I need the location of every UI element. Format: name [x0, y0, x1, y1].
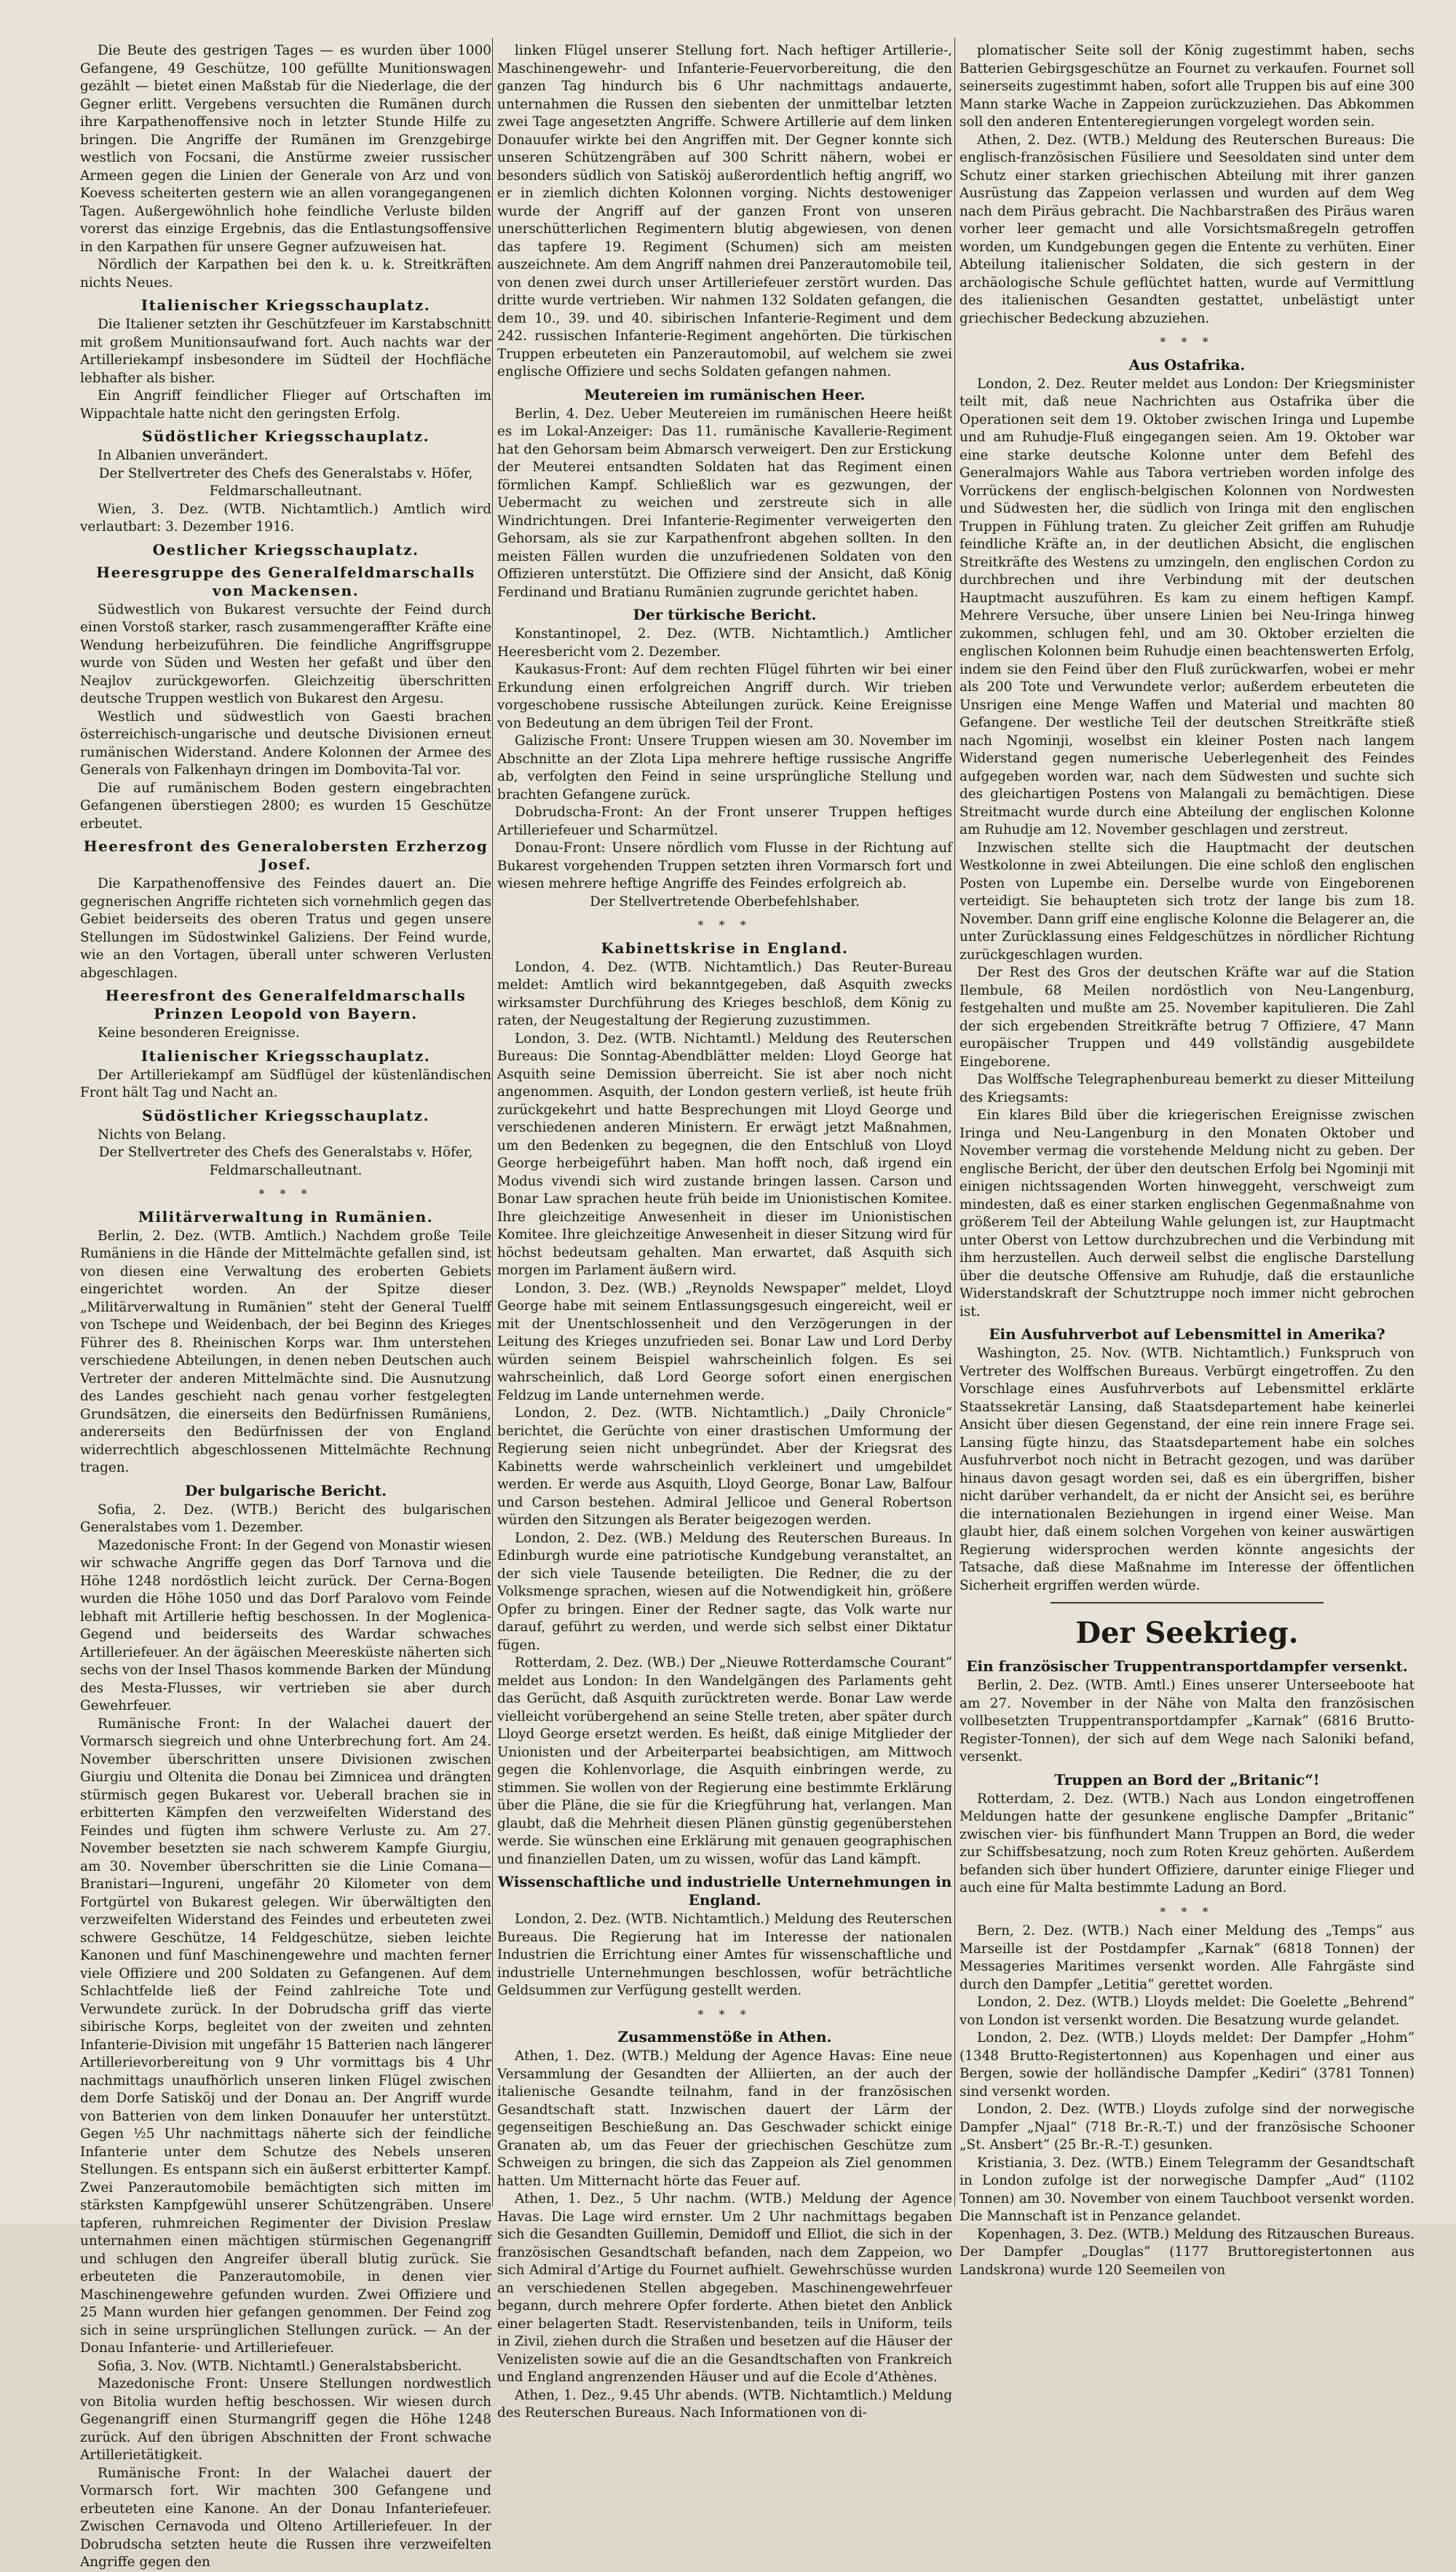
paragraph: Die Beute des gestrigen Tages — es wurden über 1000 Gefangene, 49 Geschütze, 100 gefüllte Munitionswagen gezählt — bietet einen Maßstab für die Niederlage, die der Gegner erlitt. Vergebens versuchten die Rumänen durch ihre Karpathenoffensive noch in letzter Stunde Hilfe zu bringen. Die Angriffe der Rumänen im Grenzgebirge westlich von Focsani, die Anstürme zweier russischer Armeen gegen die Linien der Generale von Arz und von Koevess scheiterten gestern wie an allen vorangegangenen Tagen. Außergewöhnlich hohe feindliche Verluste bilden vorerst das einzige Ergebnis, das die Entlastungsoffensive in den Karpathen für unsere Gegner aufzuweisen hat. [80, 43, 491, 255]
paragraph: Berlin, 4. Dez. Ueber Meutereien im rumänischen Heere heißt es im Lokal-Anzeiger: Das 11. rumänische Kavallerie-Regiment hat den Gehorsam beim Abmarsch verweigert. Den zur Erstickung der Meuterei entsandten Soldaten hat das Regiment einen förmlichen Kampf. Schließlich war es gezwungen, der Uebermacht zu weichen und zerstreute sich in alle Windrichtungen. Drei Infanterie-Regimenter verweigerten den Gehorsam, als sie zur Karpathenfront abgehen sollten. In den meisten Fällen wurden die unzufriedenen Soldaten von den Offizieren unterstützt. Die Offiziere sind der Ansicht, daß König Ferdinand und Bratianu Rumänien zugrunde gerichtet haben. [497, 406, 952, 600]
paragraph: Kaukasus-Front: Auf dem rechten Flügel führten wir bei einer Erkundung einen erfolgreichen Angriff durch. Wir trieben vorgeschobene russische Abteilungen zurück. Keine Ereignisse von Bedeutung an dem übrigen Teil der Front. [497, 662, 952, 731]
article-heading: Der bulgarische Bericht. [184, 1481, 387, 1499]
signature: Der Stellvertreter des Chefs des Generalstabs v. Höfer, Feldmarschalleutnant. [98, 465, 473, 499]
paragraph: Das Wolffsche Telegraphenbureau bemerkt zu dieser Mitteilung des Kriegsamts: [960, 1072, 1415, 1105]
paragraph: In Albanien unverändert. [98, 448, 269, 463]
separator-stars: * * * [697, 2007, 752, 2021]
section-heading: Heeresfront des Generalfeldmarschalls Prinzen Leopold von Bayern. [105, 987, 467, 1022]
paragraph: Der Rest des Gros der deutschen Kräfte war auf die Station Ilembule, 68 Meilen nordöstlich von Neu-Langenburg, festgehalten und mußte am 25. November kapitulieren. Die Zahl der sich ergebenden Streitkräfte betrug 7 Offiziere, 47 Mann europäischer Truppen und 449 vollständig ausgebildete Eingeborene. [960, 965, 1415, 1070]
paragraph: Rumänische Front: In der Walachei dauert der Vormarsch siegreich und ohne Unterbrechung fort. Am 24. November überschritten unsere Divisionen zwischen Giurgiu und Oltenita die Donau bei Zimnicea und drängten stürmisch gegen Bukarest vor. Ueberall brachen sie in erbitterten Kämpfen den verzweifelten Widerstand des Feindes und fügten ihm schwere Verluste zu. Am 27. November besetzten sie nach schwerem Kampfe Giurgiu, am 30. November überschritten sie die Linie Comana—Branistari—Ingureni, ungefähr 20 Kilometer von dem Fortgürtel von Bukarest gelegen. Wir überwältigten den verzweifelten Widerstand des Feindes und erbeuteten zwei schwere Geschütze, 14 Feldgeschütze, sieben leichte Kanonen und fünf Maschinengewehre und machten ferner viele Offiziere und 200 Soldaten zu Gefangenen. Auf dem Schlachtfelde ließ der Feind zahlreiche Tote und Verwundete zurück. In der Dobrudscha griff das vierte sibirische Korps, begleitet von der zweiten und zehnten Infanterie-Division mit ungefähr 15 Batterien nach längerer Artillerievorbereitung von 9 Uhr vormittags bis 4 Uhr nachmittags unaufhörlich unseren linken Flügel zwischen dem Dorfe Satisköj und der Donau an. Der Angriff wurde von Batterien von dem linken Donauufer her unterstützt. Gegen ½5 Uhr nachmittags näherte sich der feindliche Infanterie unter dem Schutze des Nebels unseren Stellungen. Es entspann sich ein äußerst erbitterter Kampf. Zwei Panzerautomobile bemächtigten sich mitten im stärksten Kampfgewühl unserer Schützengräben. Unsere tapferen, ruhmreichen Regimenter der Division Preslaw unternahmen einen mächtigen stürmischen Gegenangriff und schlugen den Angreifer überall blutig zurück. Sie erbeuteten die Panzerautomobile, in denen vier Maschinengewehre gefunden wurden. Zwei Offiziere und 25 Mann wurden hier gefangen genommen. Der Feind zog sich in seine ursprünglichen Stellungen zurück. — An der Donau Infanterie- und Artilleriefeuer. [80, 1716, 491, 2356]
separator-stars: * * * [1160, 335, 1214, 349]
paragraph: Athen, 1. Dez., 5 Uhr nachm. (WTB.) Meldung der Agence Havas. Die Lage wird ernster. Um 2 Uhr nachmittags begaben sich die Gesandten Guillemin, Demidoff und Elliot, die sich in der französischen Gesandtschaft befanden, nach dem Zappeion, wo sich Admiral d’Artige du Fournet aufhielt. Gewehrschüsse wurden an verschiedenen Stellen abgegeben. Maschinengewehrfeuer begann, durch mehrere Opfer forderte. Athen bietet den Anblick einer belagerten Stadt. Reservistenbanden, teils in Uniform, teils in Zivil, ziehen durch die Straßen und besetzen auf die Häuser der Venizelisten sowie auf die an die Gesandtschaften von Frankreich und England angrenzenden Häuser und auf die Ecole d’Athènes. [497, 2191, 952, 2385]
paragraph: Nördlich der Karpathen bei den k. u. k. Streitkräften nichts Neues. [80, 257, 491, 291]
paragraph: Die Italiener setzten ihr Geschützfeuer im Karstabschnitt mit großem Munitionsaufwand fort. Auch nachts war der Artilleriekampf insbesondere im Südteil der Hochfläche lebhafter als bisher. [80, 317, 491, 386]
paragraph: Bern, 2. Dez. (WTB.) Nach einer Meldung des „Temps“ aus Marseille ist der Postdampfer „Karnak“ (6818 Tonnen) der Messageries Maritimes versenkt worden. Alle Fahrgäste sind durch den Dampfer „Letitia“ gerettet worden. [960, 1923, 1415, 1992]
paragraph: Athen, 2. Dez. (WTB.) Meldung des Reuterschen Bureaus: Die englisch-französischen Füsiliere und Seesoldaten sind unter dem Schutz einer starken griechischen Abteilung mit ihrer ganzen Ausrüstung das Zappeion verlassen und wurden auf dem Weg nach dem Piräus gebracht. Die Nachbarstraßen des Piräus waren vorher leer gemacht und alle Vorsichtsmaßregeln getroffen worden, um Kundgebungen gegen die Entente zu verhüten. Einer Abteilung italienischer Soldaten, die sich gestern in der archäologische Schule geflüchtet hatten, wurde auf Vermittlung des italienischen Gesandten gestattet, unbelästigt unter griechischer Bedeckung abzuziehen. [960, 132, 1415, 326]
paragraph: Rumänische Front: In der Walachei dauert der Vormarsch fort. Wir machten 300 Gefangene und erbeuteten eine Kanone. An der Donau Infanteriefeuer. Zwischen Cernavoda und Olteno Artilleriefeuer. In der Dobrudscha setzten heute die Russen ihre verzweifelten Angriffe gegen den [80, 2465, 491, 2570]
paragraph: Nichts von Belang. [98, 1127, 226, 1143]
article-heading: Meutereien im rumänischen Heer. [584, 385, 866, 403]
article-heading: Kabinettskrise in England. [601, 939, 849, 957]
paragraph: Keine besonderen Ereignisse. [98, 1025, 300, 1041]
paragraph: Kristiania, 3. Dez. (WTB.) Einem Telegramm der Gesandtschaft in London zufolge ist der norwegische Dampfer „Aud“ (1102 Tonnen) am 30. November von einem Tauchboot versenkt worden. Die Mannschaft ist in Penzance gelandet. [960, 2155, 1415, 2224]
paragraph: Berlin, 2. Dez. (WTB. Amtlich.) Nachdem große Teile Rumäniens in die Hände der Mittelmächte gefallen sind, ist von diesen eine Verwaltung des eroberten Gebiets eingerichtet worden. An der Spitze dieser „Militärverwaltung in Rumänien“ steht der General Tuelff von Tschepe und Weidenbach, der bei Beginn des Krieges Führer des 8. Rheinischen Korps war. Ihm unterstehen verschiedene Abteilungen, in denen neben Deutschen auch Vertreter der anderen Mittelmächte sind. Die Ausnutzung des Landes geschieht nach genau vorher festgelegten Grundsätzen, die einerseits den Bedürfnissen Rumäniens, andererseits den Bedürfnissen der von England widerrechtlich abgeschlossenen Mittelmächte Rechnung tragen. [80, 1228, 491, 1475]
paragraph: Die auf rumänischem Boden gestern eingebrachten Gefangenen überstiegen 2800; es wurden 15 Geschütze erbeutet. [80, 780, 491, 832]
signature: Der Stellvertretende Oberbefehlshaber. [590, 894, 860, 910]
paragraph: Der Artilleriekampf am Südflügel der küstenländischen Front hält Tag und Nacht an. [80, 1067, 491, 1100]
paragraph: Mazedonische Front: In der Gegend von Monastir wiesen wir schwache Angriffe gegen das Dorf Tarnova und die Höhe 1248 nordöstlich leicht zurück. Der Cerna-Bogen wurden die Höhe 1050 und das Dorf Paralovo vom Feinde lebhaft mit Artillerie heftig beschossen. In der Moglenica-Gegend und beiderseits des Wardar schwaches Artilleriefeuer. An der ägäischen Meeresküste näherten sich sechs von der Insel Thasos kommende Barken der Mündung des Mesta-Flusses, wir vertrieben sie aber durch Gewehrfeuer. [80, 1537, 491, 1713]
paragraph: London, 3. Dez. (WB.) „Reynolds Newspaper“ meldet, Lloyd George habe mit seinem Entlassungsgesuch eingereicht, weil er mit der Unentschlossenheit und den Verzögerungen in der Leitung des Krieges unzufrieden sei. Bonar Law und Lord Derby würden seinem Beispiel wahrscheinlich folgen. Es sei wahrscheinlich, daß Lord George sofort einen energischen Feldzug im Lande unternehmen werde. [497, 1280, 952, 1403]
article-heading: Aus Ostafrika. [1128, 355, 1246, 374]
paragraph: Ein Angriff feindlicher Flieger auf Ortschaften im Wippachtale hatte nicht den geringsten Erfolg. [80, 388, 491, 422]
section-heading: Italienischer Kriegsschauplatz. [141, 296, 431, 314]
paragraph: Die Karpathenoffensive des Feindes dauert an. Die gegnerischen Angriffe richteten sich vornehmlich gegen das Gebiet beiderseits des oberen Tratus und gegen unsere Stellungen im Südostwinkel Galiziens. Der Feind wurde, wie an den Vortagen, überall unter schweren Verlusten abgeschlagen. [80, 876, 491, 981]
paragraph: Sofia, 2. Dez. (WTB.) Bericht des bulgarischen Generalstabes vom 1. Dezember. [80, 1502, 491, 1535]
paragraph: Wien, 3. Dez. (WTB. Nichtamtlich.) Amtlich wird verlautbart: 3. Dezember 1916. [80, 501, 491, 534]
section-title: Der Seekrieg. [1075, 1616, 1299, 1650]
paragraph: Sofia, 3. Nov. (WTB. Nichtamtl.) Generalstabsbericht. [98, 2358, 462, 2374]
section-heading: Heeresgruppe des Generalfeldmarschalls von Mackensen. [96, 563, 475, 599]
separator-stars: * * * [1160, 1904, 1214, 1919]
section-heading: Oestlicher Kriegsschauplatz. [152, 540, 419, 559]
paragraph: Washington, 25. Nov. (WTB. Nichtamtlich.) Funkspruch von Vertreter des Wolffschen Bureaus. Verbürgt eingetroffen. Zu den Vorschlage eines Ausfuhrverbots auf Lebensmittel erklärte Staatssekretär Lansing, daß Staatsdepartement habe keinerlei Ansicht über diesen Gegenstand, der eine rein innere Frage sei. Lansing fügte hinzu, das Staatsdepartement habe ein solches Ausfuhrverbot noch nicht in Betracht gezogen, und was darüber hinaus davon gesagt worden sei, daß es ein übergriffen, bisher nicht darüber verhandelt, da er nicht der Ansicht sei, es berühre die internationalen Beziehungen in irgend einer Weise. Man glaubt hier, daß einem solchen Vorgehen von keiner auswärtigen Regierung widersprochen werden könnte angesichts der Tatsache, daß diese Maßnahme im Interesse der öffentlichen Sicherheit ergriffen werden würde. [960, 1346, 1415, 1593]
section-heading: Italienischer Kriegsschauplatz. [141, 1046, 431, 1065]
paragraph: London, 2. Dez. (WB.) Meldung des Reuterschen Bureaus. In Edinburgh wurde eine patriotische Kundgebung veranstaltet, an der sich viele Tausende beteiligten. Die Redner, die zu der Volksmenge sprachen, wiesen auf die Notwendigkeit hin, größere Opfer zu bringen. Einer der Redner sagte, das Volk warte nur darauf, geführt zu werden, und werde sich selbst einer Diktatur fügen. [497, 1530, 952, 1653]
paragraph: London, 2. Dez. (WTB. Nichtamtlich.) „Daily Chronicle“ berichtet, die Gerüchte von einer drastischen Umformung der Regierung seien nicht unbegründet. Aber der Kriegsrat des Kabinetts werde wahrscheinlich verkleinert und umgebildet werden. Er werde aus Asquith, Lloyd George, Bonar Law, Balfour und Carson bestehen. Admiral Jellicoe und General Robertson würden den Sitzungen als Berater beigezogen werden. [497, 1405, 952, 1528]
separator-stars: * * * [258, 1187, 313, 1201]
paragraph: London, 2. Dez. (WTB.) Lloyds meldet: Die Goelette „Behrend“ von London ist versenkt worden. Die Besatzung wurde gelandet. [960, 1995, 1415, 2028]
paragraph: Rotterdam, 2. Dez. (WTB.) Nach aus London eingetroffenen Meldungen hatte der gesunkene englische Dampfer „Britanic“ zwischen vier- bis fünfhundert Mann Truppen an Bord, die weder zur Schiffsbesatzung, noch zum Roten Kreuz gehörten. Außerdem befanden sich über hundert Offiziere, darunter einige Flieger und auch eine für Malta bestimmte Ladung an Bord. [960, 1791, 1415, 1896]
article-heading: Der türkische Bericht. [633, 606, 817, 623]
section-heading: Südöstlicher Kriegsschauplatz. [141, 1106, 430, 1124]
paragraph: Südwestlich von Bukarest versuchte der Feind durch einen Vorstoß starker, rasch zusammengeraffter Kräfte eine Wendung herbeizuführen. Die feindliche Angriffsgruppe wurde von Süden und Westen her gefaßt und über den Neajlov zurückgeworfen. Gleichzeitig überschritten deutsche Truppen westlich von Bukarest den Argesu. [80, 601, 491, 706]
paragraph: London, 3. Dez. (WTB. Nichtamtl.) Meldung des Reuterschen Bureaus: Die Sonntag-Abendblätter melden: Lloyd George hat Asquith seine Demission überreicht. Sie ist aber noch nicht angenommen. Asquith, der London gestern verließ, ist heute früh zurückgekehrt und hatte Besprechungen mit Lloyd George und verschiedenen anderen Ministern. Er erwägt jetzt Maßnahmen, um den Bedenken zu begegnen, die den Entschluß von Lloyd George herbeigeführt haben. Man hofft noch, daß irgend ein Modus vivendi sich wird zustande bringen lassen. Carson und Bonar Law sprachen heute früh beide im Unionistischen Komitee. Ihre gleichzeitige Anwesenheit in dieser im Unionistischen Komitee. Ihre gleichzeitige Anwesenheit in dieser Sitzung wird für höchst bedeutsam gehalten. Man erwartet, daß Asquith sich morgen im Parlament äußern wird. [497, 1030, 952, 1278]
paragraph: Athen, 1. Dez., 9.45 Uhr abends. (WTB. Nichtamtlich.) Meldung des Reuterschen Bureaus. Nach Informationen von di- [497, 2387, 952, 2421]
paragraph: linken Flügel unserer Stellung fort. Nach heftiger Artillerie-, Maschinengewehr- und Infanterie-Feuervorbereitung, die den ganzen Tag hindurch bis 6 Uhr nachmittags andauerte, unternahmen die Russen den siebenten der unmittelbar letzten zwei Tage angesetzten Angriffe. Schwere Artillerie auf dem linken Donauufer wirkte bei den Angriffen mit. Der Gegner konnte sich unseren Schützengräben auf 300 Schritt nähern, wobei er besonders südlich von Satisköj außerordentlich heftig angriff, wo er in ziemlich dichten Kolonnen vorging. Nichts destoweniger wurde der Angriff auf der ganzen Front von unseren unerschütterlichen Regimentern blutig abgewiesen, von denen das tapfere 19. Regiment (Schumen) sich am meisten auszeichnete. Am dem Angriff nahmen drei Panzerautomobile teil, von denen zwei durch unser Artilleriefeuer zerstört wurden. Das dritte wurde vertrieben. Wir nahmen 132 Soldaten gefangen, die dem 10., 39. und 40. sibirischen Infanterie-Regiment und dem 242. russischen Infanterie-Regiment angehörten. Die türkischen Truppen erbeuteten ein Panzerautomobil, auf welchem sie zwei englische Offiziere und sechs Soldaten gefangen nahmen. [497, 43, 952, 379]
column-1 [80, 42, 491, 2570]
column-3 [960, 42, 1415, 2278]
paragraph: London, 2. Dez. (WTB.) Lloyds meldet: Der Dampfer „Hohm“ (1348 Brutto-Registertonnen) aus Kopenhagen und einer aus Bergen, sowie der holländische Dampfer „Kediri“ (3781 Tonnen) sind versenkt worden. [960, 2030, 1415, 2099]
paragraph: Inzwischen stellte sich die Hauptmacht der deutschen Westkolonne in zwei Abteilungen. Die eine schloß den englischen Posten von Lupembe ein. Derselbe wurde von Eingeborenen verteidigt. Sie behaupteten sich trotz der lange bis zum 18. November. Dann griff eine englische Kolonne die Belagerer an, die unter Zurücklassung eines Feldgeschützes in nördlicher Richtung zurückgeschlagen wurden. [960, 840, 1415, 963]
paragraph: London, 2. Dez. (WTB.) Lloyds zufolge sind der norwegische Dampfer „Njaal“ (718 Br.-R.-T.) und der französische Schooner „St. Ansbert“ (25 Br.-R.-T.) gesunken. [960, 2102, 1415, 2153]
paragraph: Dobrudscha-Front: An der Front unserer Truppen heftiges Artilleriefeuer und Scharmützel. [497, 805, 952, 838]
paragraph: Berlin, 2. Dez. (WTB. Amtl.) Eines unserer Unterseeboote hat am 27. November in der Nähe von Malta den französischen vollbesetzten Truppentransportdampfer „Karnak“ (6816 Brutto-Register-Tonnen), der sich auf dem Wege nach Saloniki befand, versenkt. [960, 1678, 1415, 1764]
paragraph: Ein klares Bild über die kriegerischen Ereignisse zwischen Iringa und Neu-Langenburg in den Monaten Oktober und November vermag die vorstehende Meldung nicht zu geben. Der englische Bericht, der über den deutschen Erfolg bei Ngominji mit einigen nichtssagenden Worten hinweggeht, verschweigt zum mindesten, daß es einer starken englischen Gegenmaßnahme von größerem Teil der Abteilung Wahle gelungen ist, zur Hauptmacht unter Oberst von Lettow durchzubrechen und die Verbindung mit ihm herzustellen. Auch derweil selbst die englische Darstellung über die deutsche Offensive am Ruhudje, daß die erstaunliche Widerstandskraft der Schutztruppe noch immer nicht gebrochen ist. [960, 1108, 1415, 1319]
article-heading: Militärverwaltung in Rumänien. [138, 1207, 434, 1226]
paragraph: Athen, 1. Dez. (WTB.) Meldung der Agence Havas: Eine neue Versammlung der Gesandten der Alliierten, an der auch der italienische Gesandte teilnahm, fand in der französischen Gesandtschaft statt. Inzwischen dauert der Lärm der gegenseitigen Beschießung an. Das Geschwader schickt einige Granaten ab, um das Feuer der griechischen Geschütze zum Schweigen zu bringen, die sich das Zappeion als Ziel genommen hatten. Um Mitternacht hörte das Feuer auf. [497, 2048, 952, 2189]
section-heading: Südöstlicher Kriegsschauplatz. [141, 427, 430, 445]
paragraph: London, 2. Dez. Reuter meldet aus London: Der Kriegsminister teilt mit, daß neue Nachrichten aus Ostafrika über die Operationen seit dem 19. Oktober zwischen Iringa und Lupembe und am Ruhudje-Fluß eingegangen seien. Am 19. Oktober war eine starke deutsche Kolonne unter dem Befehl des Generalmajors Wahle aus Tabora vertrieben worden infolge des Vorrückens der englisch-belgischen Kolonnen von Nordwesten und Südwesten her, die südlich von Iringa mit den englischen Truppen in Fühlung traten. Zu gleicher Zeit griffen am Ruhudje feindliche Kräfte an, in der deutlichen Absicht, die englischen Streitkräfte des Westens zu umzingeln, den englischen Cordon zu durchbrechen und ihre Verbindung mit der deutschen Hauptmacht auszuführen. Es kam zu einem heftigen Kampf. Mehrere Versuche, über unsere Linien bei Neu-Iringa hinweg zukommen, schlugen fehl, und am 30. Oktober erzielten die englischen Kolonnen beim Ruhudje einen beachtenswerten Erfolg, indem sie den Feind über den Fluß zurückwarfen, wobei er mehr als 200 Tote und Verwundete verlor; außerdem erbeuteten die Unsrigen eine Menge Waffen und Material und machten 80 Gefangene. Der westliche Teil der deutschen Streitkräfte stieß nach Ngominji, woselbst ein kleiner Posten nach langem Widerstand gegen numerische Ueberlegenheit des Feindes aufgegeben worden war, nach dem Südwesten und suchte sich des gleichartigen Postens von Malangali zu bemächtigen. Diese Streitmacht wurde durch eine Abteilung der englischen Kolonne am Ruhudje am 12. November geschlagen und zerstreut. [960, 376, 1415, 837]
article-heading: Ein französischer Truppentransportdampfer versenkt. [966, 1657, 1408, 1675]
article-heading: Truppen an Bord der „Britanic“! [1054, 1770, 1320, 1788]
paragraph: Kopenhagen, 3. Dez. (WTB.) Meldung des Ritzauschen Bureaus. Der Dampfer „Douglas“ (1177 Bruttoregistertonnen aus Landskrona) wurde 120 Seemeilen von [960, 2226, 1415, 2278]
article-heading: Wissenschaftliche und industrielle Unternehmungen in England. [497, 1873, 952, 1909]
paragraph: Donau-Front: Unsere nördlich vom Flusse in der Richtung auf Bukarest vorgehenden Truppen setzten ihren Vormarsch fort und wiesen mehrere heftige Angriffe des Feindes erfolgreich ab. [497, 840, 952, 891]
column-rule [492, 38, 493, 2206]
section-heading: Heeresfront des Generalobersten Erzherzog Josef. [83, 837, 488, 873]
paragraph: Westlich und südwestlich von Gaesti brachen österreichisch-ungarische und deutsche Divisionen erneut rumänischen Widerstand. Andere Kolonnen der Armee des Generals von Falkenhayn dringen im Dombovita-Tal vor. [80, 709, 491, 778]
article-heading: Ein Ausfuhrverbot auf Lebensmittel in Amerika? [989, 1325, 1385, 1343]
article-heading: Zusammenstöße in Athen. [617, 2028, 832, 2046]
paragraph: plomatischer Seite soll der König zugestimmt haben, sechs Batterien Gebirgsgeschütze an Fournet zu verkaufen. Fournet soll seinerseits zugestimmt haben, sofort alle Truppen bis auf eine 300 Mann starke Wache in Zappeion zurückzuziehen. Das Abkommen soll den anderen Ententeregierungen vorgelegt worden sein. [960, 43, 1415, 130]
signature: Der Stellvertreter des Chefs des Generalstabs v. Höfer, Feldmarschalleutnant. [98, 1145, 473, 1178]
paragraph: Galizische Front: Unsere Truppen wiesen am 30. November im Abschnitte an der Zlota Lipa mehrere heftige russische Angriffe ab, verfolgten den Feind in seine ursprüngliche Stellung und brachten Gefangene zurück. [497, 733, 952, 802]
separator-stars: * * * [697, 918, 752, 932]
separator-rule [1051, 1602, 1324, 1603]
column-2 [497, 42, 952, 2421]
paragraph: London, 4. Dez. (WTB. Nichtamtlich.) Das Reuter-Bureau meldet: Amtlich wird bekanntgegeben, daß Asquith zwecks wirksamster Durchführung des Krieges beschloß, dem König zu raten, der Neugestaltung der Regierung zuzustimmen. [497, 959, 952, 1028]
paragraph: Konstantinopel, 2. Dez. (WTB. Nichtamtlich.) Amtlicher Heeresbericht vom 2. Dezember. [497, 626, 952, 660]
paragraph: Mazedonische Front: Unsere Stellungen nordwestlich von Bitolia wurden heftig beschossen. Wir wiesen durch Gegenangriff einen Sturmangriff gegen die Höhe 1248 zurück. Auf den übrigen Abschnitten der Front schwache Artillerietätigkeit. [80, 2376, 491, 2463]
column-rule [954, 38, 955, 2206]
paragraph: Rotterdam, 2. Dez. (WB.) Der „Nieuwe Rotterdamsche Courant“ meldet aus London: In den Wandelgängen des Parlaments geht das Gerücht, daß Asquith zurücktreten werde. Bonar Law werde vielleicht vorübergehend an seine Stelle treten, aber später durch Lloyd George ersetzt werden. Es heißt, daß einige Mitglieder der Unionisten und der Arbeiterpartei beabsichtigen, am Mittwoch gegen die Kohlenvorlage, die Asquith einbringen werde, zu stimmen. Sie wollen von der Regierung eine bestimmte Erklärung über die Pläne, die sie für die Kriegführung hat, verlangen. Man glaubt, daß die Mehrheit diesen Plänen günstig gegenüberstehen werde. Sie wünschen eine Erklärung mit genauen geographischen und finanziellen Daten, um zu wissen, wofür das Land kämpft. [497, 1655, 952, 1867]
paragraph: London, 2. Dez. (WTB. Nichtamtlich.) Meldung des Reuterschen Bureaus. Die Regierung hat im Interesse der nationalen Industrien die Errichtung einer Amtes für wissenschaftliche und industrielle Unternehmungen beschlossen, wofür beträchtliche Geldsummen zur Verfügung gestellt werden. [497, 1912, 952, 1998]
